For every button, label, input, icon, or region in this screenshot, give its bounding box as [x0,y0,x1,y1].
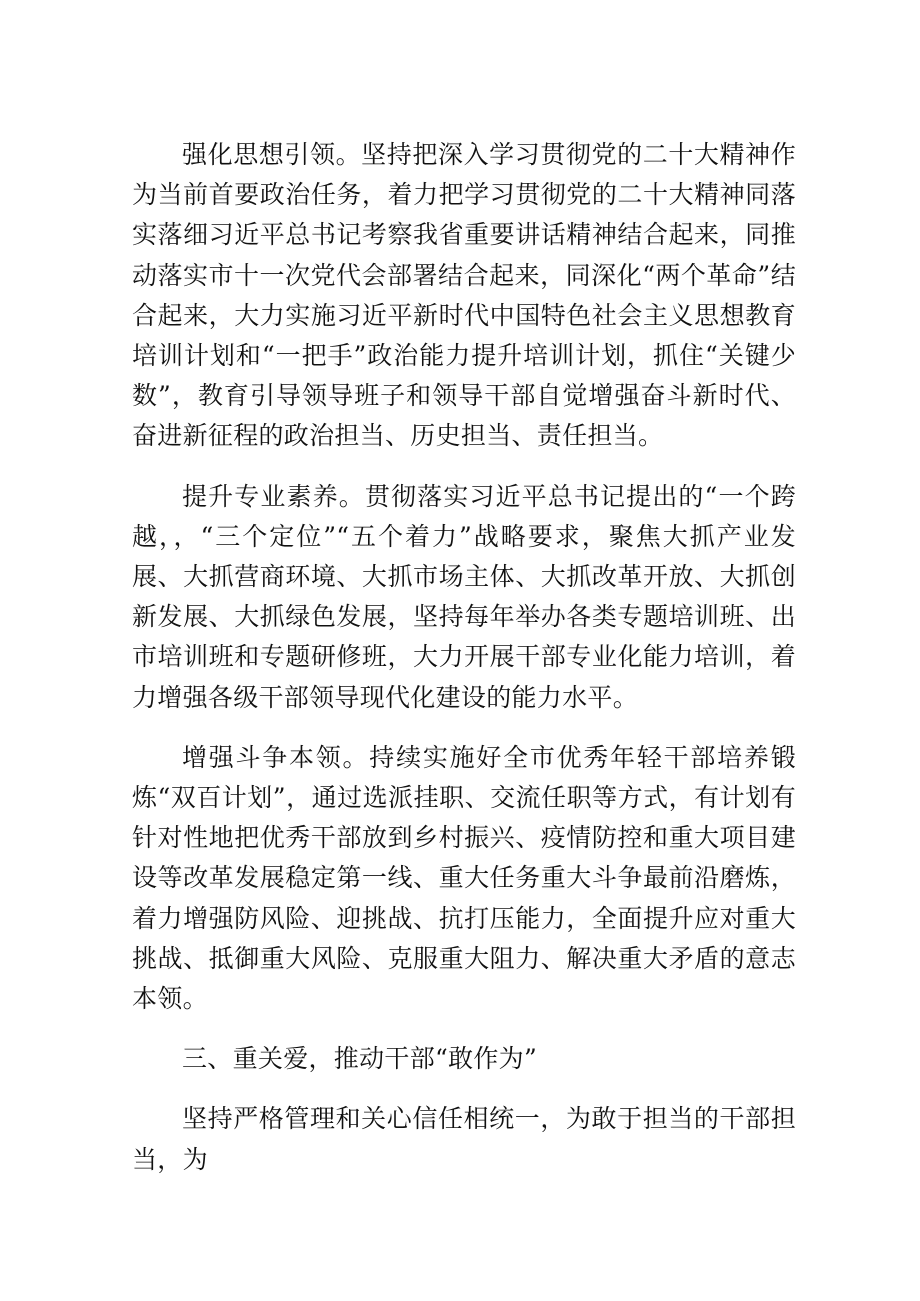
section-heading: 三、重关爱，推动干部“敢作为” [182,1044,538,1074]
paragraph-ideological-guidance: 强化思想引领。坚持把深入学习贯彻党的二十大精神作为当前首要政治任务，着力把学习贯彻党的二十大精神同落实落细习近平总书记考察我省重要讲话精神结合起来，同推动落实市十一次党代会部署结合起来，同深化“两个革命”结合起来，大力实施习近平新时代中国特色社会主义思想教育培训计划和“一把手”政治能力提升培训计划，抓住“关键少数”，教育引导领导班子和领导干部自觉增强奋斗新时代、奋进新征程的政治担当、历史担当、责任担当。 [132,140,796,451]
paragraph-struggle-skills: 增强斗争本领。持续实施好全市优秀年轻干部培养锻炼“双百计划”，通过选派挂职、交流任职等方式，有计划有针对性地把优秀干部放到乡村振兴、疫情防控和重大项目建设等改革发展稳定第一线、重大任务重大斗争最前沿磨炼，着力增强防风险、迎挑战、抗打压能力，全面提升应对重大挑战、抵御重大风险、克服重大阻力、解决重大矛盾的意志本领。 [132,742,796,1014]
document-body [132,135,796,1200]
paragraph-care-trust: 坚持严格管理和关心信任相统一，为敢于担当的干部担当，为 [132,1104,796,1174]
paragraph-professional-quality: 提升专业素养。贯彻落实习近平总书记提出的“一个跨越，，“三个定位”“五个着力”战略要求，聚焦大抓产业发展、大抓营商环境、大抓市场主体、大抓改革开放、大抓创新发展、大抓绿色发展，坚持每年举办各类专题培训班、出市培训班和专题研修班，大力开展干部专业化能力培训，着力增强各级干部领导现代化建设的能力水平。 [132,481,796,712]
